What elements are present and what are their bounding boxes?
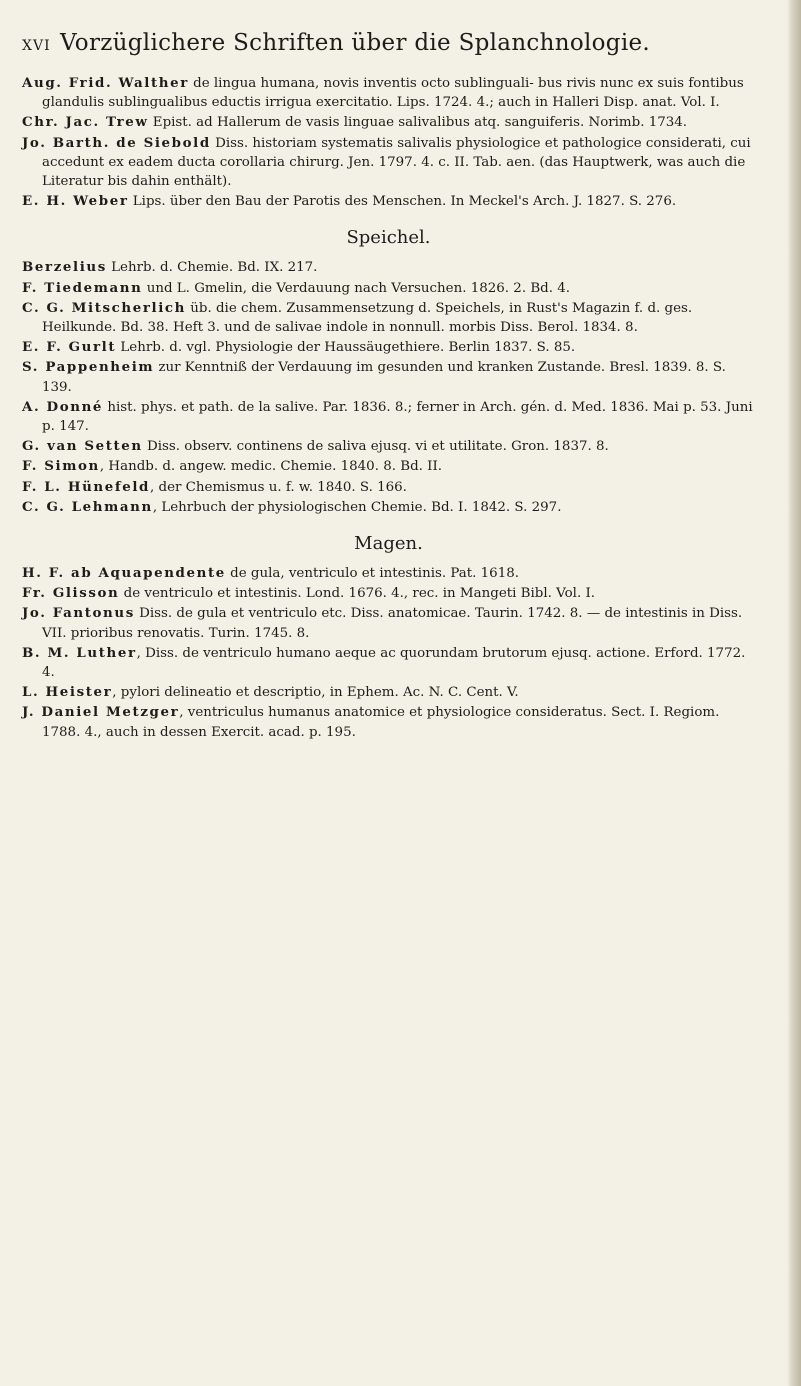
- entry-text: de lingua humana, novis inventis octo sublinguali- bus rivis nunc ex suis fontibus glandulis sublingualibus eductis irrigua exercitatio. Lips. 1724. 4.; auch in Halleri Disp. anat. Vol. I.: [42, 76, 744, 111]
- entry-author: B. M. Luther: [22, 644, 137, 661]
- entry-text: Lehrb. d. vgl. Physiologie der Haussäugethiere. Berlin 1837. S. 85.: [116, 340, 576, 356]
- entry-text: , der Chemismus u. f. w. 1840. S. 166.: [150, 479, 407, 495]
- entry-text: de gula, ventriculo et intestinis. Pat. 1618.: [225, 566, 519, 582]
- bibliography-entry: [22, 644, 755, 682]
- bibliography-entry: [22, 358, 755, 396]
- entry-text: zur Kenntniß der Verdauung im gesunden und kranken Zustande. Bresl. 1839. 8. S. 139.: [42, 360, 726, 395]
- entry-text: Epist. ad Hallerum de vasis linguae salivalibus atq. sanguiferis. Norimb. 1734.: [148, 115, 688, 131]
- bibliography-entry: [22, 134, 755, 192]
- running-head: [22, 22, 755, 62]
- entry-text: , Handb. d. angew. medic. Chemie. 1840. 8. Bd. II.: [99, 459, 443, 475]
- section-magen: [22, 533, 755, 742]
- bibliography-entry: [22, 457, 755, 476]
- entry-author: G. van Setten: [22, 438, 143, 455]
- bibliography-entry: [22, 258, 755, 277]
- entry-author: A. Donné: [22, 398, 104, 415]
- intro-bibliography: [22, 74, 755, 211]
- entry-text: Diss. de gula et ventriculo etc. Diss. anatomicae. Taurin. 1742. 8. — de intestinis in Diss. VII. prioribus renovatis. Turin. 1745. 8.: [42, 606, 743, 641]
- entry-text: , pylori delineatio et descriptio, in Ephem. Ac. N. C. Cent. V.: [112, 685, 519, 701]
- entry-author: C. G. Lehmann: [22, 498, 153, 515]
- section-heading: Magen.: [354, 533, 423, 555]
- entry-author: F. Tiedemann: [22, 279, 143, 296]
- bibliography-entry: [22, 299, 755, 337]
- entry-author: S. Pappenheim: [22, 359, 155, 376]
- entry-author: Fr. Glisson: [22, 585, 120, 602]
- section-heading: Speichel.: [346, 227, 431, 249]
- bibliography-entry: [22, 584, 755, 603]
- bibliography-entry: [22, 437, 755, 456]
- page-title: Vorzüglichere Schriften über die Splanchnologie.: [60, 30, 650, 56]
- bibliography-entry: [22, 703, 755, 741]
- entry-author: F. Simon: [22, 458, 100, 475]
- entry-text: Lips. über den Bau der Parotis des Menschen. In Meckel's Arch. J. 1827. S. 276.: [128, 194, 677, 210]
- entry-text: Diss. observ. continens de saliva ejusq. vi et utilitate. Gron. 1837. 8.: [142, 439, 609, 455]
- bibliography-entry: [22, 564, 755, 583]
- entry-author: Aug. Frid. Walther: [22, 75, 189, 91]
- bibliography-entry: [22, 604, 755, 642]
- page-number: XVI: [22, 38, 51, 54]
- entry-text: und L. Gmelin, die Verdauung nach Versuchen. 1826. 2. Bd. 4.: [142, 280, 571, 296]
- entry-text: de ventriculo et intestinis. Lond. 1676. 4., rec. in Mangeti Bibl. Vol. I.: [119, 586, 596, 602]
- bibliography-entry: [22, 192, 755, 211]
- entry-author: L. Heister: [22, 684, 113, 701]
- bibliography-entry: [22, 478, 755, 497]
- entry-author: Jo. Fantonus: [22, 605, 135, 622]
- entry-author: E. F. Gurlt: [22, 339, 117, 356]
- bibliography-entry: [22, 683, 755, 702]
- entry-author: Jo. Barth. de Siebold: [22, 134, 211, 151]
- entry-text: Diss. historiam systematis salivalis physiologice et pathologice considerati, cui accedunt ex eadem ducta corollaria chirurg. Jen. 1797. 4. c. II. Tab. aen. (das Hauptwerk, was auch die Literatur bis dahin enthält).: [42, 135, 751, 190]
- entry-author: Berzelius: [22, 259, 107, 276]
- bibliography-entry: [22, 279, 755, 298]
- entry-author: H. F. ab Aquapendente: [22, 565, 226, 582]
- bibliography-entry: [22, 398, 755, 436]
- page-edge-shadow: [787, 0, 801, 1386]
- entry-author: C. G. Mitscherlich: [22, 299, 186, 316]
- entry-text: üb. die chem. Zusammensetzung d. Speichels, in Rust's Magazin f. d. ges. Heilkunde. Bd. 38. Heft 3. und de salivae indole in nonnull. morbis Diss. Berol. 1834. 8.: [42, 300, 693, 336]
- entry-text: hist. phys. et path. de la salive. Par. 1836. 8.; ferner in Arch. gén. d. Med. 1836. Mai p. 53. Juni p. 147.: [42, 399, 753, 435]
- entry-author: F. L. Hünefeld: [22, 478, 150, 495]
- section-speichel: [22, 227, 755, 517]
- bibliography-entry: [22, 338, 755, 357]
- entry-author: Chr. Jac. Trew: [22, 114, 149, 131]
- entry-author: J. Daniel Metzger: [22, 704, 180, 721]
- entry-text: Lehrb. d. Chemie. Bd. IX. 217.: [106, 260, 318, 276]
- entry-text: , Lehrbuch der physiologischen Chemie. Bd. I. 1842. S. 297.: [152, 499, 562, 515]
- entry-author: E. H. Weber: [22, 193, 129, 210]
- bibliography-entry: [22, 113, 755, 132]
- entry-text: , Diss. de ventriculo humano aeque ac quorundam brutorum ejusq. actione. Erford. 1772. 4.: [42, 645, 746, 681]
- entry-text: , ventriculus humanus anatomice et physiologice consideratus. Sect. I. Regiom. 1788. 4., auch in dessen Exercit. acad. p. 195.: [42, 705, 720, 740]
- bibliography-entry: [22, 498, 755, 517]
- bibliography-entry: [22, 74, 755, 112]
